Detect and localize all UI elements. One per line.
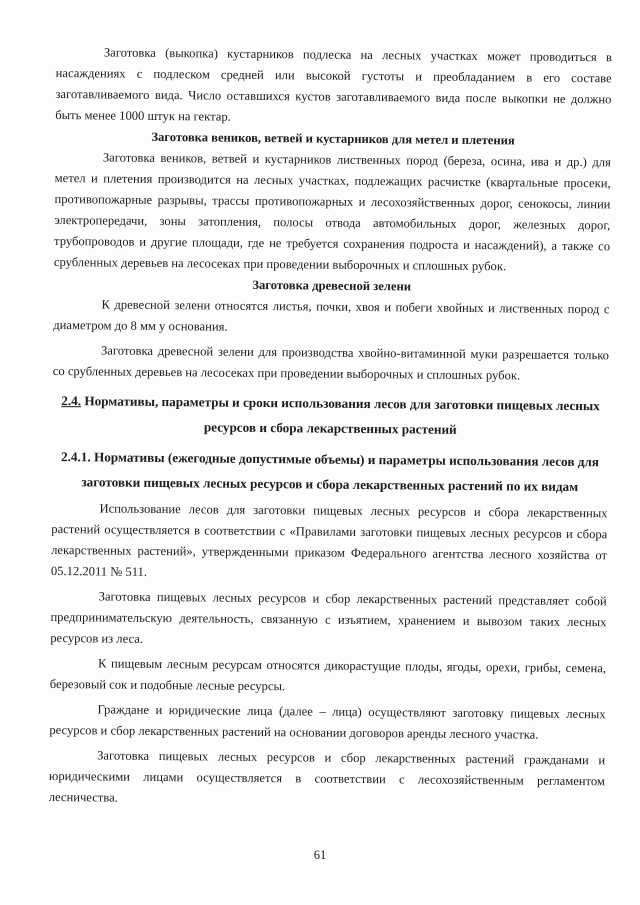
paragraph-rules-reference: Использование лесов для заготовки пищевых лесных ресурсов и сбора лекарственных растений осуществляется в соответствии с «Правилами заготовки пищевых лесных ресурсов и сбора лекарственных растений», утвержденными приказом Федерального агентства лесного хозяйства от 05.12.2011 № 511. (50, 501, 608, 579)
paragraph-business-activity: Заготовка пищевых лесных ресурсов и сбор лекарственных растений представляет собой предпринимательскую деятельность, связанную с изъятием, хранением и вывозом таких лесных ресурсов из леса. (50, 589, 607, 646)
section-heading-2-4-1: 2.4.1. Нормативы (ежегодные допустимые объемы) и параметры использования лесов для заготовки пищевых лесных ресурсов и сбора лекарственных растений по их видам (60, 449, 600, 495)
paragraph-brooms-branches: Заготовка веников, ветвей и кустарников лиственных пород (береза, осина, ива и др.) для метел и плетения производится на лесных участках, подлежащих расчистке (квартальные просеки, противопожарные разрывы, трассы противопожарных и лесохозяйственных дорог, сенокосы, линии электропередачи, зоны затопления, полосы отвода автомобильных дорог, железных дорог, трубопроводов и другие площади, где не требуется сохранения подроста и насаждений), а также со срубленных деревьев на лесосеках при проведении выборочных и сплошных рубок. (53, 150, 611, 274)
page-content (49, 42, 612, 813)
page-number: 61 (313, 848, 327, 862)
paragraph-shrub-digging: Заготовка (выкопка) кустарников подлеска на лесных участках может проводиться в насаждениях с подлеском средней или высокой густоты и преобладанием в его составе заготавливаемого вида. Число оставшихся кустов заготавливаемого вида после выкопки не должно быть менее 1000 штук на гектар. (55, 45, 612, 124)
paragraph-lease-basis: Граждане и юридические лица (далее – лица) осуществляют заготовку пищевых лесных ресурсов и сбор лекарственных растений на основании договоров аренды лесного участка. (49, 702, 606, 742)
section-heading-2-4 (52, 388, 608, 443)
paragraph-wood-greens-definition: К древесной зелени относятся листья, почки, хвоя и побеги хвойных и лиственных пород с диаметром до 8 мм у основания. (53, 297, 610, 334)
paragraph-wood-greens-flour: Заготовка древесной зелени для производства хвойно-витаминной муки разрешается только со срубленных деревьев на лесосеках при проведении выборочных и сплошных рубок. (52, 343, 610, 383)
section-title-2-4: Нормативы, параметры и сроки использования лесов для заготовки пищевых лесных ресурсов и сбора лекарственных растений (84, 393, 600, 437)
heading-brooms-branches: Заготовка веников, ветвей и кустарников для метел и плетения (151, 129, 515, 148)
heading-wood-greens: Заготовка древесной зелени (252, 277, 412, 294)
section-number-2-4: 2.4. (61, 393, 82, 409)
paragraph-food-resources-list: К пищевым лесным ресурсам относятся дикорастущие плоды, ягоды, орехи, грибы, семена, березовый сок и подобные лесные ресурсы. (49, 656, 607, 694)
paragraph-forestry-regulations: Заготовка пищевых лесных ресурсов и сбор лекарственных растений гражданами и юридическими лицами осуществляется в соответствии с лесохозяйственным регламентом лесничества. (48, 748, 606, 805)
